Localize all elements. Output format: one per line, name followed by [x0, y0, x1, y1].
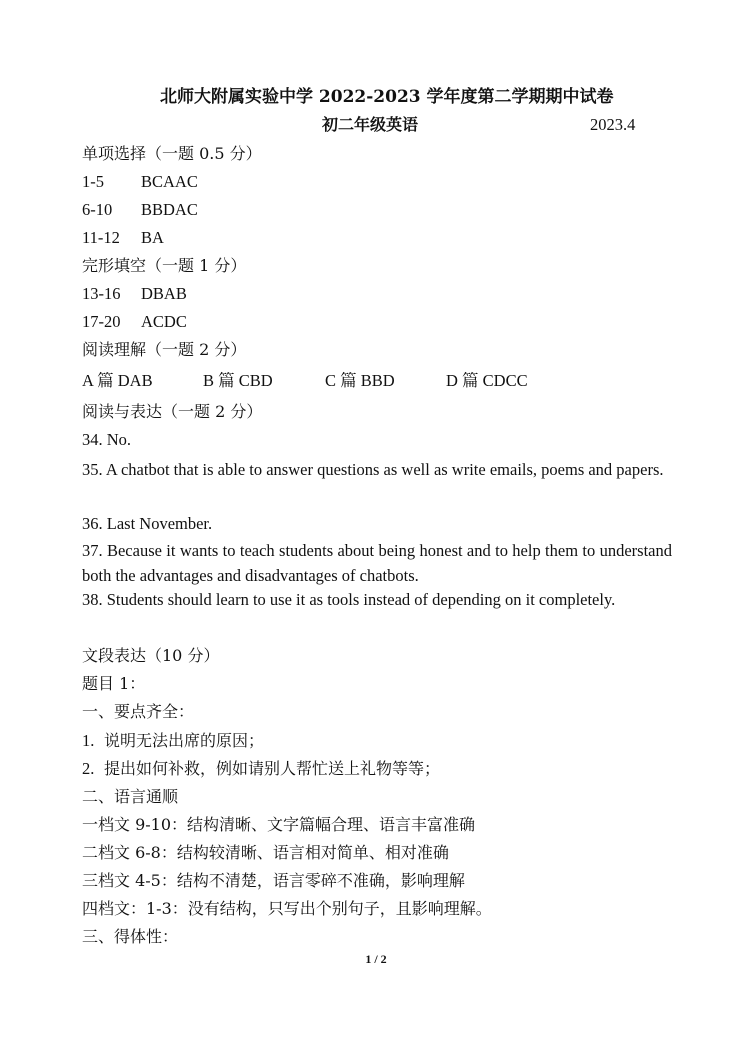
answer-35: 35. A chatbot that is able to answer questions as well as write emails, poems and papers.: [82, 460, 664, 479]
grade-level: 三档文 4-5：结构不清楚，语言零碎不准确，影响理解: [82, 871, 465, 890]
answer-37: 37. Because it wants to teach students about being honest and to help them to understand both the advantages and disadvantages of chatbots.: [82, 541, 672, 585]
criterion-heading: 三、得体性：: [82, 927, 179, 946]
page-subtitle: 初二年级英语: [322, 115, 419, 134]
grade-level: 四档文：1-3：没有结构，只写出个别句子，且影响理解。: [82, 899, 492, 918]
answer-letters: BA: [141, 228, 164, 247]
exam-date: 2023.4: [590, 115, 636, 134]
criterion-item: [82, 759, 440, 779]
answer-row: [82, 284, 187, 304]
topic-heading: 题目 1：: [82, 674, 146, 693]
grade-level: 一档文 9-10：结构清晰、文字篇幅合理、语言丰富准确: [82, 815, 476, 834]
page-title: 北师大附属实验中学 2022-2023 学年度第二学期期中试卷: [160, 87, 614, 107]
answer-row: [82, 200, 198, 220]
answer-range: 1-5: [82, 172, 104, 191]
item-text: 说明无法出席的原因；: [104, 731, 265, 750]
answer-range: 17-20: [82, 312, 121, 331]
section-cloze: 完形填空（一题 1 分）: [82, 256, 247, 275]
answer-row: [82, 172, 198, 192]
page-number: 1 / 2: [365, 952, 387, 966]
section-read-express: 阅读与表达（一题 2 分）: [82, 402, 263, 421]
section-writing: 文段表达（10 分）: [82, 646, 220, 665]
criterion-item: [82, 731, 264, 751]
answer-range: 6-10: [82, 200, 113, 219]
answer-letters: DBAB: [141, 284, 187, 303]
answer-34: 34. No.: [82, 430, 132, 449]
criterion-heading: 二、语言通顺: [82, 787, 179, 806]
answer-row: [82, 312, 187, 332]
reading-answer: C 篇 BBD: [325, 371, 395, 390]
answer-36: 36. Last November.: [82, 514, 213, 533]
reading-answer: A 篇 DAB: [82, 371, 153, 390]
answer-row: [82, 228, 164, 248]
item-number: 1.: [82, 731, 95, 750]
answer-range: 11-12: [82, 228, 120, 247]
reading-answer: B 篇 CBD: [203, 371, 273, 390]
answer-range: 13-16: [82, 284, 121, 303]
answer-38: 38. Students should learn to use it as tools instead of depending on it completely.: [82, 590, 616, 609]
reading-answer: D 篇 CDCC: [446, 371, 528, 390]
grade-level: 二档文 6-8：结构较清晰、语言相对简单、相对准确: [82, 843, 449, 862]
section-reading: 阅读理解（一题 2 分）: [82, 340, 247, 359]
criterion-heading: 一、要点齐全：: [82, 702, 195, 721]
answer-letters: BBDAC: [141, 200, 198, 219]
answer-letters: ACDC: [141, 312, 187, 331]
answer-letters: BCAAC: [141, 172, 198, 191]
item-number: 2.: [82, 759, 95, 778]
section-single-choice: 单项选择（一题 0.5 分）: [82, 144, 262, 163]
item-text: 提出如何补救，例如请别人帮忙送上礼物等等；: [104, 759, 441, 778]
